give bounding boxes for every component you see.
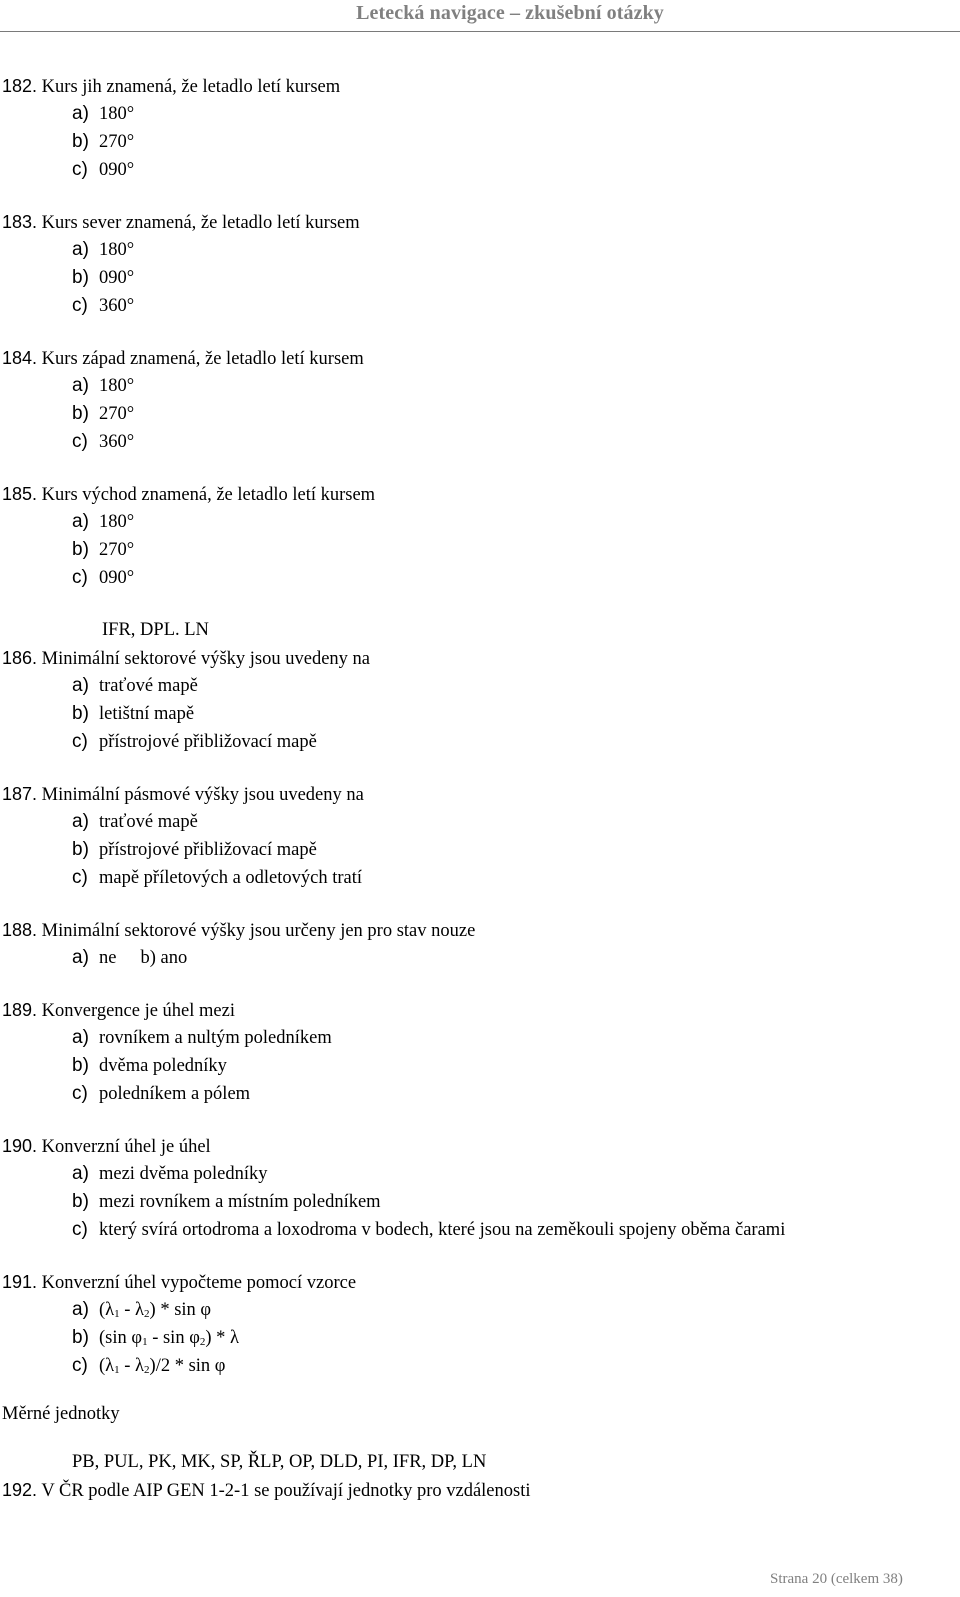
option-label: c) [72,1219,88,1240]
answer-option [0,400,960,428]
answer-option [0,156,960,184]
option-text: letištní mapě [99,704,195,724]
option-text: traťové mapě [99,676,198,696]
option-label: c) [72,1355,88,1376]
option-label: a) [72,1163,89,1184]
option-text: 180° [99,512,135,532]
option-label: a) [72,511,89,532]
question-186 [0,616,960,756]
question-183 [0,208,960,320]
option-label: a) [72,947,89,968]
question-192 [0,1476,960,1504]
answer-option [0,728,960,756]
question-number: 182. [2,76,38,96]
answer-option [0,236,960,264]
answer-option [0,564,960,592]
option-text: 090° [99,268,135,288]
answer-option [0,1188,960,1216]
question-text: Kurs sever znamená, že letadlo letí kursem [41,213,360,233]
question-text: Minimální pásmové výšky jsou uvedeny na [41,785,364,805]
answer-option [0,292,960,320]
document-title: Letecká navigace – zkušební otázky [356,2,664,24]
question-191 [0,1268,960,1380]
option-text: 090° [99,568,135,588]
question-189 [0,996,960,1108]
option-label: c) [72,567,88,588]
option-label: a) [72,103,89,124]
question-190 [0,1132,960,1244]
option-text: který svírá ortodroma a loxodroma v bodech, které jsou na zeměkouli spojeny oběma čarami [99,1220,786,1240]
question-text: Minimální sektorové výšky jsou určeny jen pro stav nouze [41,921,476,941]
option-label: c) [72,431,88,452]
answer-option [0,428,960,456]
option-text: 090° [99,160,135,180]
answer-option [0,944,960,972]
option-label: c) [72,159,88,180]
question-text: Konvergence je úhel mezi [41,1001,235,1021]
answer-option [0,1160,960,1188]
question-text: Kurs západ znamená, že letadlo letí kursem [41,349,364,369]
question-187 [0,780,960,892]
page-number: Strana 20 (celkem 38) [770,1571,903,1587]
option-label: b) [72,839,89,860]
option-label: a) [72,811,89,832]
answer-option [0,808,960,836]
answer-option [0,864,960,892]
option-text: 270° [99,540,135,560]
question-text: Konverzní úhel je úhel [41,1137,211,1157]
option-text: 270° [99,404,135,424]
category-note: IFR, DPL. LN [102,620,209,640]
answer-option [0,128,960,156]
question-text: Kurs jih znamená, že letadlo letí kursem [41,77,341,97]
question-number: 189. [2,1000,38,1020]
option-label: b) [72,1055,89,1076]
option-text: mapě příletových a odletových tratí [99,868,363,888]
formula: $(\lambda_1 - \lambda_2)$ * sin φ [99,1300,212,1320]
option-text: 270° [99,132,135,152]
section-heading: Měrné jednotky [2,1404,120,1424]
option-label: a) [72,1299,89,1320]
option-text: mezi rovníkem a místním poledníkem [99,1192,381,1212]
option-label: c) [72,1083,88,1104]
question-number: 192. [2,1480,38,1500]
answer-option [0,1352,960,1380]
option-text: přístrojové přibližovací mapě [99,840,317,860]
option-label: b) [72,703,89,724]
answer-option [0,264,960,292]
page-header [0,0,960,32]
option-label: a) [72,375,89,396]
option-label: b) [72,267,89,288]
answer-option [0,1324,960,1352]
question-text: Minimální sektorové výšky jsou uvedeny na [41,649,371,669]
question-number: 184. [2,348,38,368]
option-label: c) [72,867,88,888]
option-text: poledníkem a pólem [99,1084,251,1104]
option-text: ne [99,948,117,968]
question-182 [0,72,960,184]
answer-option [0,1216,960,1244]
option-text: 180° [99,376,135,396]
question-text: Kurs východ znamená, že letadlo letí kursem [41,485,376,505]
option-label: a) [72,1027,89,1048]
answer-option [0,1296,960,1324]
option-label: b) [72,403,89,424]
option-text: b) ano [140,948,188,968]
answer-option [0,672,960,700]
option-text: 180° [99,104,135,124]
answer-option [0,1024,960,1052]
question-184 [0,344,960,456]
option-label: b) [72,131,89,152]
question-number: 190. [2,1136,38,1156]
option-text: rovníkem a nultým poledníkem [99,1028,332,1048]
answer-option [0,1080,960,1108]
option-text: 180° [99,240,135,260]
header-divider [0,31,960,32]
option-text: traťové mapě [99,812,198,832]
question-number: 186. [2,648,38,668]
answer-option [0,700,960,728]
question-number: 187. [2,784,38,804]
question-number: 183. [2,212,38,232]
answer-option [0,508,960,536]
question-list [0,72,960,1504]
answer-option [0,100,960,128]
option-label: a) [72,675,89,696]
question-number: 191. [2,1272,38,1292]
option-label: b) [72,1191,89,1212]
answer-option [0,536,960,564]
category-note: PB, PUL, PK, MK, SP, ŘLP, OP, DLD, PI, IFR, DP, LN [72,1452,487,1472]
option-label: b) [72,1327,89,1348]
question-text: Konverzní úhel vypočteme pomocí vzorce [41,1273,357,1293]
question-text: V ČR podle AIP GEN 1-2-1 se používají jednotky pro vzdálenosti [41,1481,531,1501]
option-text: 360° [99,296,135,316]
answer-option [0,372,960,400]
question-185 [0,480,960,592]
option-text: 360° [99,432,135,452]
option-label: b) [72,539,89,560]
question-number: 185. [2,484,38,504]
option-text: mezi dvěma poledníky [99,1164,268,1184]
option-label: c) [72,731,88,752]
answer-option [0,1052,960,1080]
answer-option [0,836,960,864]
question-188 [0,916,960,972]
formula: (sin $\varphi_1$ - $\sin \varphi_2$) * λ [99,1328,240,1348]
option-label: c) [72,295,88,316]
option-label: a) [72,239,89,260]
formula: $(\lambda_1 - \lambda_2)/2$ * sin φ [99,1356,226,1376]
question-number: 188. [2,920,38,940]
option-text: dvěma poledníky [99,1056,227,1076]
option-text: přístrojové přibližovací mapě [99,732,317,752]
